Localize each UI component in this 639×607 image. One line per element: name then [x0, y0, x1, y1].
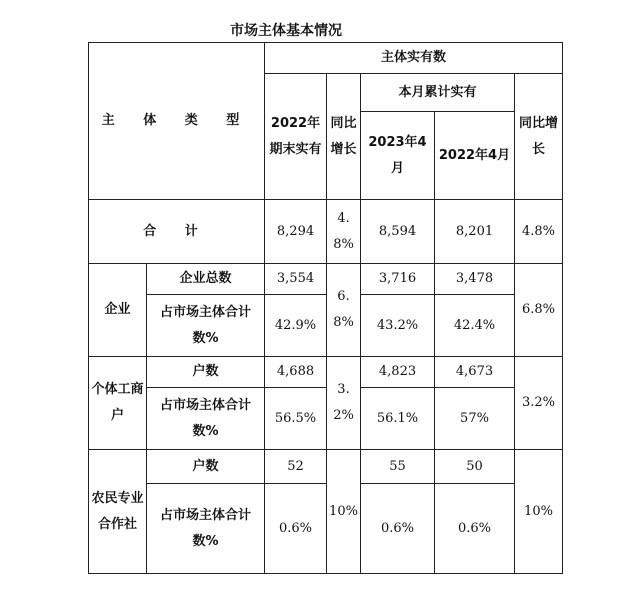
enterprise-share-apr-2022: 42.4% [435, 295, 515, 357]
individual-count-apr-2023: 4,823 [361, 357, 435, 388]
enterprise-count-apr-2022: 3,478 [435, 264, 515, 295]
total-yoy2: 4.8% [515, 200, 563, 264]
individual-label: 个体工商户 [89, 357, 147, 450]
enterprise-share-apr-2023: 43.2% [361, 295, 435, 357]
table-row [89, 450, 563, 484]
coop-count-end-2022: 52 [265, 450, 327, 484]
header-yoy2: 同比增长 [515, 74, 563, 200]
header-type: 主 体 类 型 [89, 43, 265, 200]
table-row [89, 264, 563, 295]
coop-share-label: 占市场主体合计数% [147, 484, 265, 574]
individual-share-apr-2023: 56.1% [361, 388, 435, 450]
coop-yoy2: 10% [515, 450, 563, 574]
market-entity-table [88, 42, 563, 574]
table-title: 市场主体基本情况 [230, 23, 342, 39]
enterprise-yoy: 6.8% [327, 264, 361, 357]
coop-count-apr-2022: 50 [435, 450, 515, 484]
table-row [89, 357, 563, 388]
coop-count-apr-2023: 55 [361, 450, 435, 484]
enterprise-yoy2: 6.8% [515, 264, 563, 357]
total-apr-2023: 8,594 [361, 200, 435, 264]
header-end-2022: 2022年期末实有 [265, 74, 327, 200]
table-row [89, 484, 563, 574]
total-label: 合 计 [89, 200, 265, 264]
enterprise-label: 企业 [89, 264, 147, 357]
total-end-2022: 8,294 [265, 200, 327, 264]
enterprise-count-apr-2023: 3,716 [361, 264, 435, 295]
enterprise-share-end-2022: 42.9% [265, 295, 327, 357]
total-yoy: 4.8% [327, 200, 361, 264]
total-apr-2022: 8,201 [435, 200, 515, 264]
header-monthly-cumulative: 本月累计实有 [361, 74, 515, 112]
individual-count-apr-2022: 4,673 [435, 357, 515, 388]
coop-count-label: 户数 [147, 450, 265, 484]
coop-label: 农民专业合作社 [89, 450, 147, 574]
table-row [89, 295, 563, 357]
individual-yoy: 3.2% [327, 357, 361, 450]
individual-share-apr-2022: 57% [435, 388, 515, 450]
header-yoy: 同比增长 [327, 74, 361, 200]
coop-share-end-2022: 0.6% [265, 484, 327, 574]
individual-share-label: 占市场主体合计数% [147, 388, 265, 450]
header-apr-2022: 2022年4月 [435, 112, 515, 200]
individual-count-end-2022: 4,688 [265, 357, 327, 388]
enterprise-count-label: 企业总数 [147, 264, 265, 295]
individual-count-label: 户数 [147, 357, 265, 388]
coop-yoy: 10% [327, 450, 361, 574]
coop-share-apr-2022: 0.6% [435, 484, 515, 574]
coop-share-apr-2023: 0.6% [361, 484, 435, 574]
table-row [89, 200, 563, 264]
table-row [89, 388, 563, 450]
header-apr-2023: 2023年4月 [361, 112, 435, 200]
individual-yoy2: 3.2% [515, 357, 563, 450]
enterprise-share-label: 占市场主体合计数% [147, 295, 265, 357]
individual-share-end-2022: 56.5% [265, 388, 327, 450]
header-actual-count: 主体实有数 [265, 43, 563, 74]
enterprise-count-end-2022: 3,554 [265, 264, 327, 295]
